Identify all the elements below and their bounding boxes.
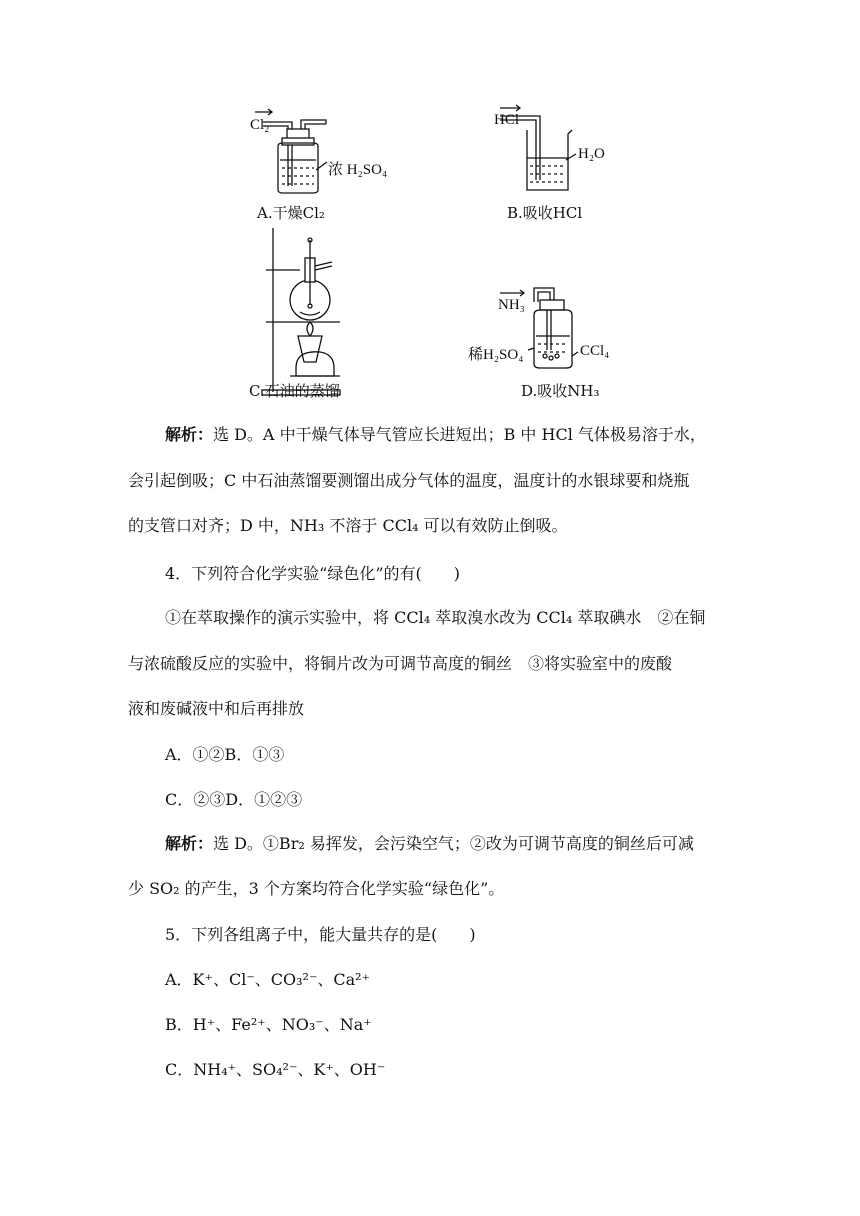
analysis3-label: 解析： [165,425,214,444]
q5-option-a: A．K⁺、Cl⁻、CO₃²⁻、Ca²⁺ [165,970,371,989]
figure-a-caption: A.干燥Cl₂ [257,204,325,222]
figure-d-caption: D.吸收NH₃ [521,382,600,400]
q4-line1: ①在萃取操作的演示实验中，将 CCl₄ 萃取溴水改为 CCl₄ 萃取碘水 ②在铜 [165,608,706,627]
figure-b-liquid-label: H₂O [578,146,605,162]
q5-option-b: B．H⁺、Fe²⁺、NO₃⁻、Na⁺ [165,1015,372,1034]
q4-line2: 与浓硫酸反应的实验中，将铜片改为可调节高度的铜丝 ③将实验室中的废酸 [128,654,673,673]
q4-line3: 液和废碱液中和后再排放 [128,699,305,718]
figure-c-distillation [262,228,340,395]
analysis3-text1: 选 D。A 中干燥气体导气管应长进短出；B 中 HCl 气体极易溶于水， [213,425,706,444]
figure-b-gas-label: HCl [494,112,520,128]
apparatus-drawings [0,0,860,410]
figure-b-caption: B.吸收HCl [507,204,583,222]
figure-d-liquid-left-label: 稀H₂SO₄ [468,347,524,363]
figure-a-gas-label: Cl₂ [250,117,270,133]
analysis3-line1 [0,422,860,445]
apparatus-figures [0,0,860,410]
analysis3-line3: 的支管口对齐；D 中，NH₃ 不溶于 CCl₄ 可以有效防止倒吸。 [128,516,568,535]
q5-option-c: C．NH₄⁺、SO₄²⁻、K⁺、OH⁻ [165,1060,386,1079]
figure-d-liquid-right-label: CCl₄ [580,343,610,359]
q4-stem: 4．下列符合化学实验“绿色化”的有( ) [165,564,461,583]
figure-d-gas-label: NH₃ [498,297,525,313]
q4-option-cd: C．②③D．①②③ [165,790,303,809]
q4-option-ab: A．①②B．①③ [165,745,285,764]
analysis4-text1: 选 D。①Br₂ 易挥发，会污染空气；②改为可调节高度的铜丝后可减 [213,834,694,853]
figure-a-liquid-label: 浓 H₂SO₄ [328,162,388,178]
analysis3-line2: 会引起倒吸；C 中石油蒸馏要测馏出成分气体的温度，温度计的水银球要和烧瓶 [128,471,690,490]
analysis4-line2: 少 SO₂ 的产生，3 个方案均符合化学实验“绿色化”。 [128,879,505,898]
analysis4-label: 解析： [165,834,214,853]
figure-c-caption: C.石油的蒸馏 [249,382,340,400]
analysis4-line1 [0,831,860,854]
q5-stem: 5．下列各组离子中，能大量共存的是( ) [165,925,476,944]
